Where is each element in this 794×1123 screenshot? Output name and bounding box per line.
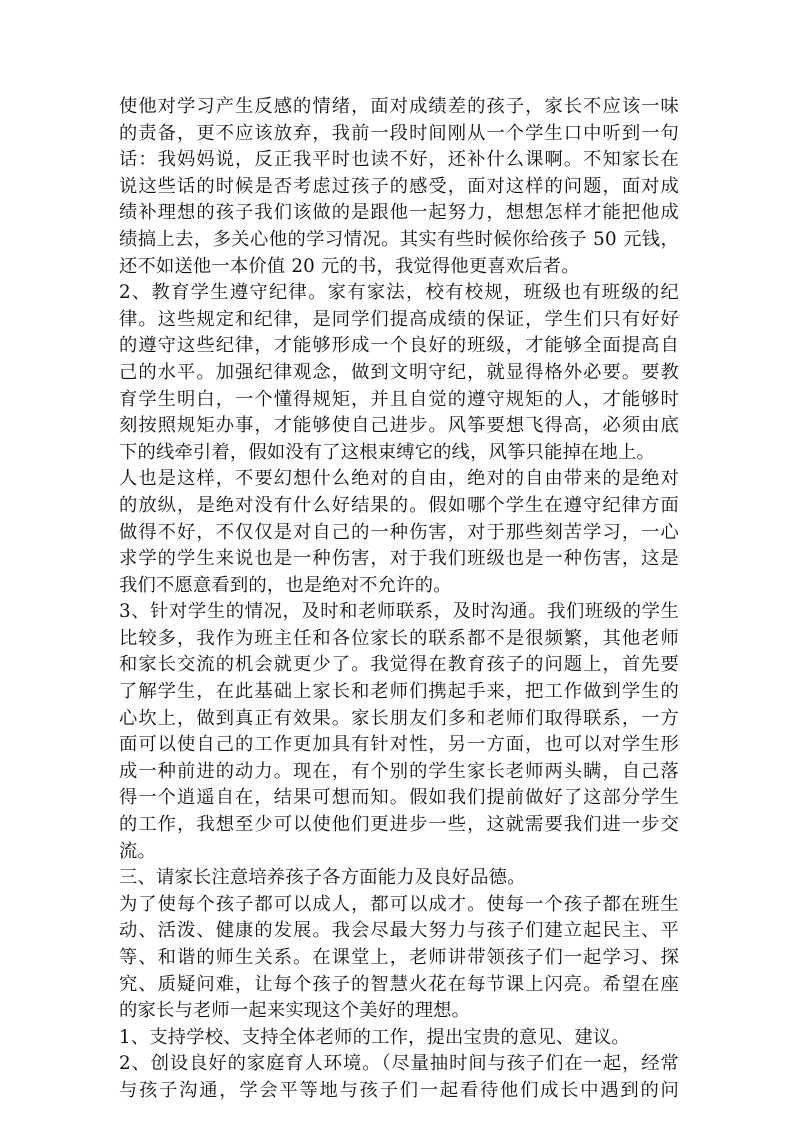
text-line: 3、针对学生的情况，及时和老师联系，及时沟通。我们班级的学生 bbox=[119, 601, 679, 623]
text-line: 我们不愿意看到的，也是绝对不允许的。 bbox=[119, 574, 452, 596]
text-line: 绩补理想的孩子我们该做的是跟他一起努力，想想怎样才能把他成 bbox=[119, 202, 679, 224]
text-line: 话：我妈妈说，反正我平时也读不好，还补什么课啊。不知家长在 bbox=[119, 149, 679, 171]
text-line: 做得不好，不仅仅是对自己的一种伤害，对于那些刻苦学习，一心 bbox=[119, 521, 679, 543]
text-line: 为了使每个孩子都可以成人，都可以成才。使每一个孩子都在班生 bbox=[119, 893, 679, 915]
text-line: 育学生明白，一个懂得规矩，并且自觉的遵守规矩的人，才能够时 bbox=[119, 388, 679, 410]
text-line: 说这些话的时候是否考虑过孩子的感受，面对这样的问题，面对成 bbox=[119, 175, 679, 197]
text-line: 的工作，我想至少可以使他们更进步一些，这就需要我们进一步交 bbox=[119, 814, 679, 836]
text-line: 的责备，更不应该放弃，我前一段时间刚从一个学生口中听到一句 bbox=[119, 122, 679, 144]
text-line: 和家长交流的机会就更少了。我觉得在教育孩子的问题上，首先要 bbox=[119, 654, 679, 676]
text-line: 心坎上，做到真正有效果。家长朋友们多和老师们取得联系，一方 bbox=[119, 707, 679, 729]
text-line: 成一种前进的动力。现在，有个别的学生家长老师两头瞒，自己落 bbox=[119, 760, 679, 782]
text-line: 究、质疑问难，让每个孩子的智慧火花在每节课上闪亮。希望在座 bbox=[119, 973, 679, 995]
text-line: 2、教育学生遵守纪律。家有家法，校有校规，班级也有班级的纪 bbox=[119, 282, 679, 304]
text-line: 比较多，我作为班主任和各位家长的联系都不是很频繁，其他老师 bbox=[119, 627, 679, 649]
document-page bbox=[119, 94, 679, 1105]
text-line: 刻按照规矩办事，才能够使自己进步。风筝要想飞得高，必须由底 bbox=[119, 415, 679, 437]
text-line: 使他对学习产生反感的情绪，面对成绩差的孩子，家长不应该一味 bbox=[119, 96, 679, 117]
text-line: 求学的学生来说也是一种伤害，对于我们班级也是一种伤害，这是 bbox=[119, 548, 679, 570]
text-line: 人也是这样，不要幻想什么绝对的自由，绝对的自由带来的是绝对 bbox=[119, 468, 679, 490]
text-line: 流。 bbox=[119, 840, 156, 862]
section-heading: 三、请家长注意培养孩子各方面能力及良好品德。 bbox=[119, 867, 526, 889]
text-line: 2、创设良好的家庭育人环境。（尽量抽时间与孩子们在一起，经常 bbox=[119, 1053, 679, 1075]
text-line: 与孩子沟通，学会平等地与孩子们一起看待他们成长中遇到的问 bbox=[119, 1079, 679, 1101]
text-line: 律。这些规定和纪律，是同学们提高成绩的保证，学生们只有好好 bbox=[119, 308, 679, 330]
text-line: 动、活泼、健康的发展。我会尽最大努力与孩子们建立起民主、平 bbox=[119, 920, 679, 942]
text-line: 的家长与老师一起来实现这个美好的理想。 bbox=[119, 1000, 471, 1022]
text-line: 的遵守这些纪律，才能够形成一个良好的班级，才能够全面提高自 bbox=[119, 335, 679, 357]
text-line: 己的水平。加强纪律观念，做到文明守纪，就显得格外必要。要教 bbox=[119, 361, 679, 383]
text-line: 的放纵，是绝对没有什么好结果的。假如哪个学生在遵守纪律方面 bbox=[119, 494, 679, 516]
text-line: 得一个逍遥自在，结果可想而知。假如我们提前做好了这部分学生 bbox=[119, 787, 679, 809]
text-line: 等、和谐的师生关系。在课堂上，老师讲带领孩子们一起学习、探 bbox=[119, 947, 679, 968]
text-line: 1、支持学校、支持全体老师的工作，提出宝贵的意见、建议。 bbox=[119, 1026, 630, 1048]
text-line: 面可以使自己的工作更加具有针对性，另一方面，也可以对学生形 bbox=[119, 734, 679, 756]
text-line: 还不如送他一本价值 20 元的书，我觉得他更喜欢后者。 bbox=[119, 255, 580, 277]
text-line: 了解学生，在此基础上家长和老师们携起手来，把工作做到学生的 bbox=[119, 681, 679, 703]
text-line: 绩搞上去，多关心他的学习情况。其实有些时候你给孩子 50 元钱， bbox=[119, 228, 679, 250]
text-line: 下的线牵引着，假如没有了这根束缚它的线，风筝只能掉在地上。 bbox=[119, 441, 655, 463]
